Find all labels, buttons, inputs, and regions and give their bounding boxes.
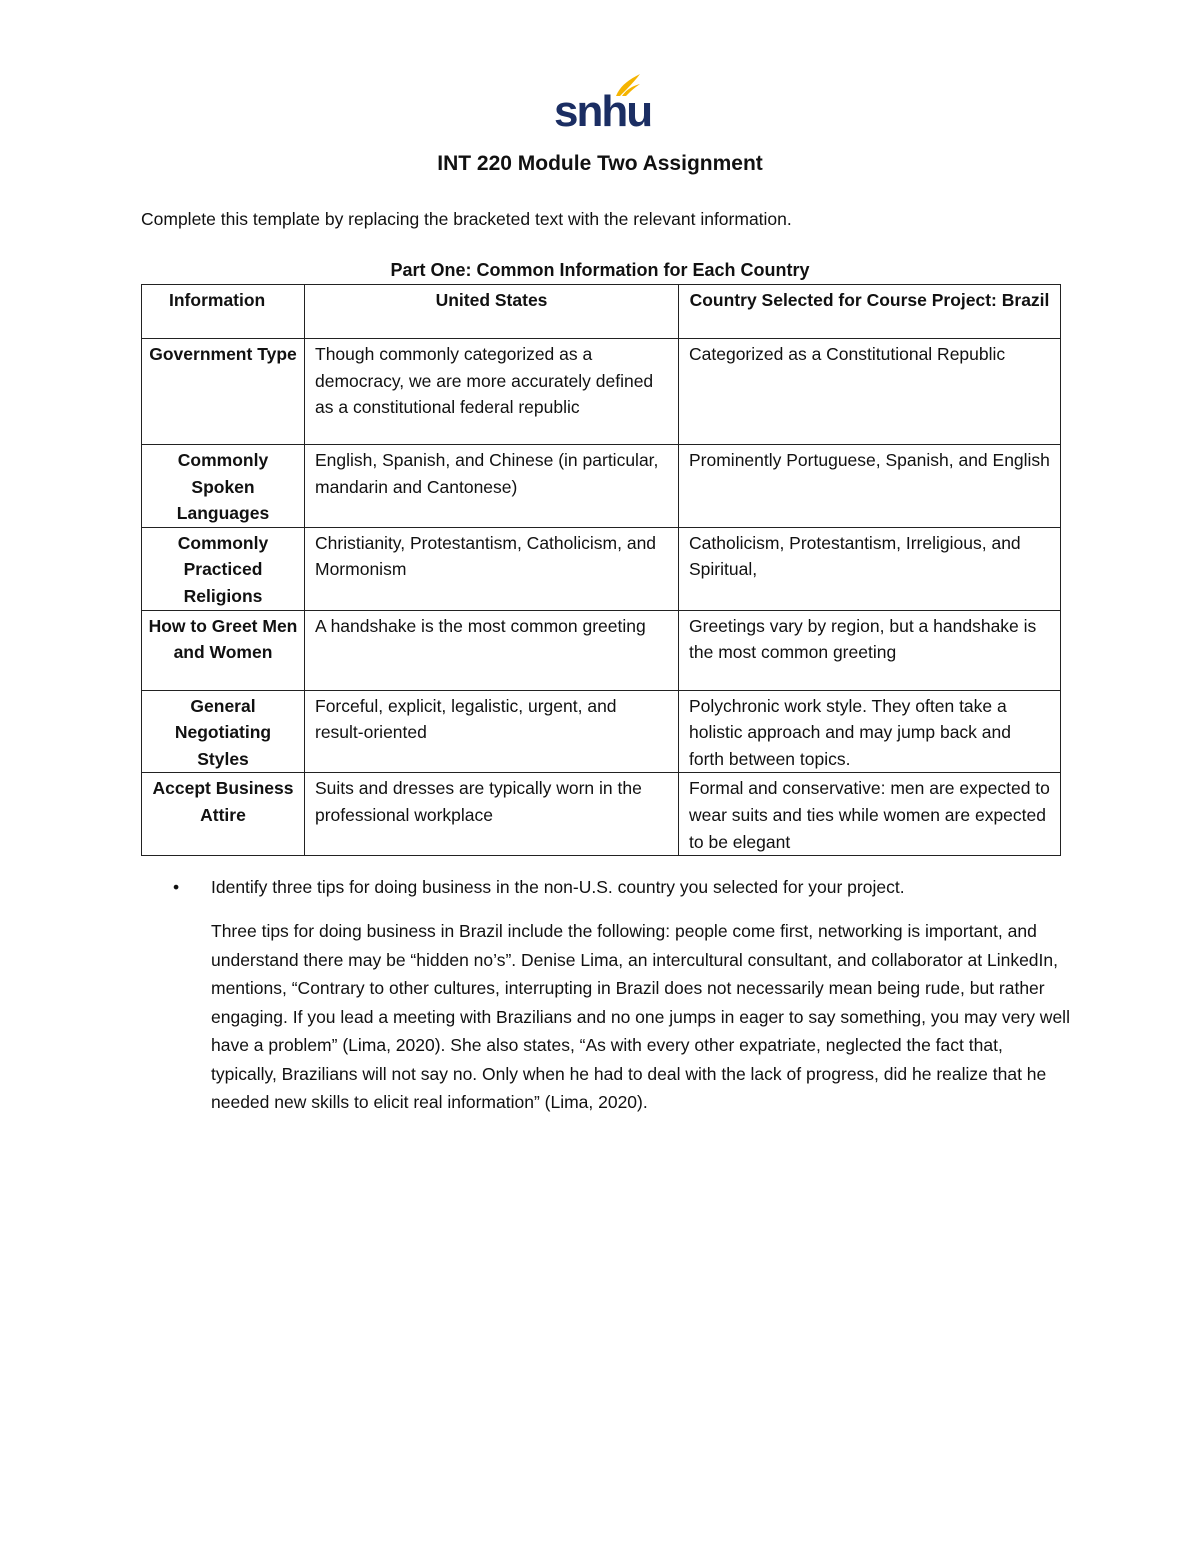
table-row [142,527,1061,610]
us-cell: Forceful, explicit, legalistic, urgent, and result-oriented [305,690,679,773]
country-info-table [141,284,1061,856]
table-row [142,445,1061,528]
table-caption: Part One: Common Information for Each Country [390,260,810,280]
us-cell: A handshake is the most common greeting [305,610,679,690]
row-label: Commonly Practiced Religions [142,527,305,610]
table-header-row [142,285,1061,339]
header-united-states: United States [305,285,679,339]
instruction-text: Complete this template by replacing the bracketed text with the relevant information. [141,209,792,229]
row-label: Government Type [142,339,305,445]
row-label: Accept Business Attire [142,773,305,856]
us-cell: Suits and dresses are typically worn in the professional workplace [305,773,679,856]
table-row [142,773,1061,856]
table-row [142,339,1061,445]
page-title: INT 220 Module Two Assignment [437,152,763,175]
header-selected-country: Country Selected for Course Project: Brazil [679,285,1061,339]
table-row [142,610,1061,690]
bullet-prompt: Identify three tips for doing business in the non-U.S. country you selected for your project. [211,877,905,897]
row-label: How to Greet Men and Women [142,610,305,690]
us-cell: English, Spanish, and Chinese (in particular, mandarin and Cantonese) [305,445,679,528]
us-cell: Though commonly categorized as a democracy, we are more accurately defined as a constitutional federal republic [305,339,679,445]
us-cell: Christianity, Protestantism, Catholicism, and Mormonism [305,527,679,610]
header-information: Information [142,285,305,339]
selected-country-cell: Polychronic work style. They often take a holistic approach and may jump back and forth between topics. [679,690,1061,773]
selected-country-cell: Greetings vary by region, but a handshake is the most common greeting [679,610,1061,690]
row-label: General Negotiating Styles [142,690,305,773]
row-label: Commonly Spoken Languages [142,445,305,528]
answer-paragraph: Three tips for doing business in Brazil include the following: people come first, networking is important, and understand there may be “hidden no’s”. Denise Lima, an intercultural consultant, and collaborator at LinkedIn, mentions, “Contrary to other cultures, interrupting in Brazil does not necessarily mean being rude, but rather engaging. If you lead a meeting with Brazilians and no one jumps in eager to say something, you may very well have a problem” (Lima, 2020). She also states, “As with every other expatriate, neglected the fact that, typically, Brazilians will not say no. Only when he had to deal with the lack of progress, did he realize that he needed new skills to elicit real information” (Lima, 2020). [211,921,1070,1112]
bullet-icon: • [173,877,180,897]
table-row [142,690,1061,773]
selected-country-cell: Catholicism, Protestantism, Irreligious, and Spiritual, [679,527,1061,610]
snhu-logo [554,72,652,136]
selected-country-cell: Prominently Portuguese, Spanish, and English [679,445,1061,528]
selected-country-cell: Categorized as a Constitutional Republic [679,339,1061,445]
logo-wordmark: snhu [554,87,652,136]
selected-country-cell: Formal and conservative: men are expected to wear suits and ties while women are expected to be elegant [679,773,1061,856]
